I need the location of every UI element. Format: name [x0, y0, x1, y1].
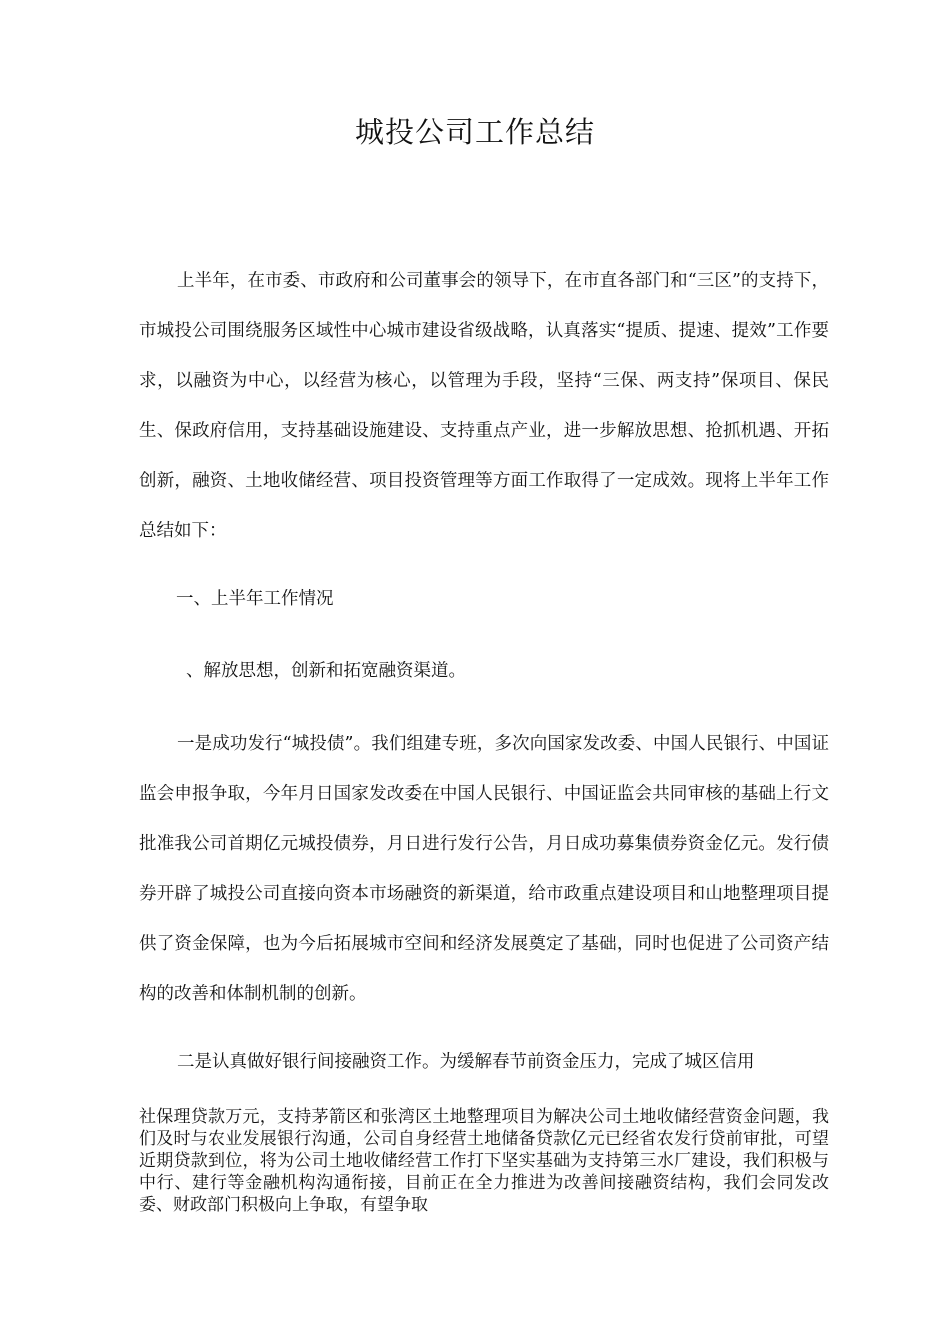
subsection-heading-1: 、解放思想，创新和拓宽融资渠道。 — [186, 661, 466, 681]
paragraph-bank-financing: 二是认真做好银行间接融资工作。为缓解春节前资金压力，完成了城区信用 — [177, 1052, 755, 1072]
intro-paragraph: 上半年，在市委、市政府和公司董事会的领导下，在市直各部门和“三区”的支持下，市城投公司围绕服务区域性中心城市建设省级战略，认真落实“提质、提速、提效”工作要求，以融资为中心，以经营为核心，以管理为手段，坚持“三保、两支持”保项目、保民生、保政府信用，支持基础设施建设、支持重点产业，进一步解放思想、抢抓机遇、开拓创新，融资、土地收储经营、项目投资管理等方面工作取得了一定成效。现将上半年工作总结如下： — [139, 271, 829, 541]
section-heading-1: 一、上半年工作情况 — [176, 589, 334, 609]
paragraph-bond-issuance: 一是成功发行“城投债”。我们组建专班，多次向国家发改委、中国人民银行、中国证监会申报争取，今年月日国家发改委在中国人民银行、中国证监会共同审核的基础上行文批准我公司首期亿元城投债券，月日进行发行公告，月日成功募集债券资金亿元。发行债券开辟了城投公司直接向资本市场融资的新渠道，给市政重点建设项目和山地整理项目提供了资金保障，也为今后拓展城市空间和经济发展奠定了基础，同时也促进了公司资产结构的改善和体制机制的创新。 — [139, 734, 829, 1004]
document-title: 城投公司工作总结 — [354, 115, 595, 149]
paragraph-loan-details: 社保理贷款万元，支持茅箭区和张湾区土地整理项目为解决公司土地收储经营资金问题，我们及时与农业发展银行沟通，公司自身经营土地储备贷款亿元已经省农发行贷前审批，可望近期贷款到位，将为公司土地收储经营工作打下坚实基础为支持第三水厂建设，我们积极与中行、建行等金融机构沟通衔接，目前正在全力推进为改善间接融资结构，我们会同发改委、财政部门积极向上争取，有望争取 — [139, 1107, 829, 1215]
